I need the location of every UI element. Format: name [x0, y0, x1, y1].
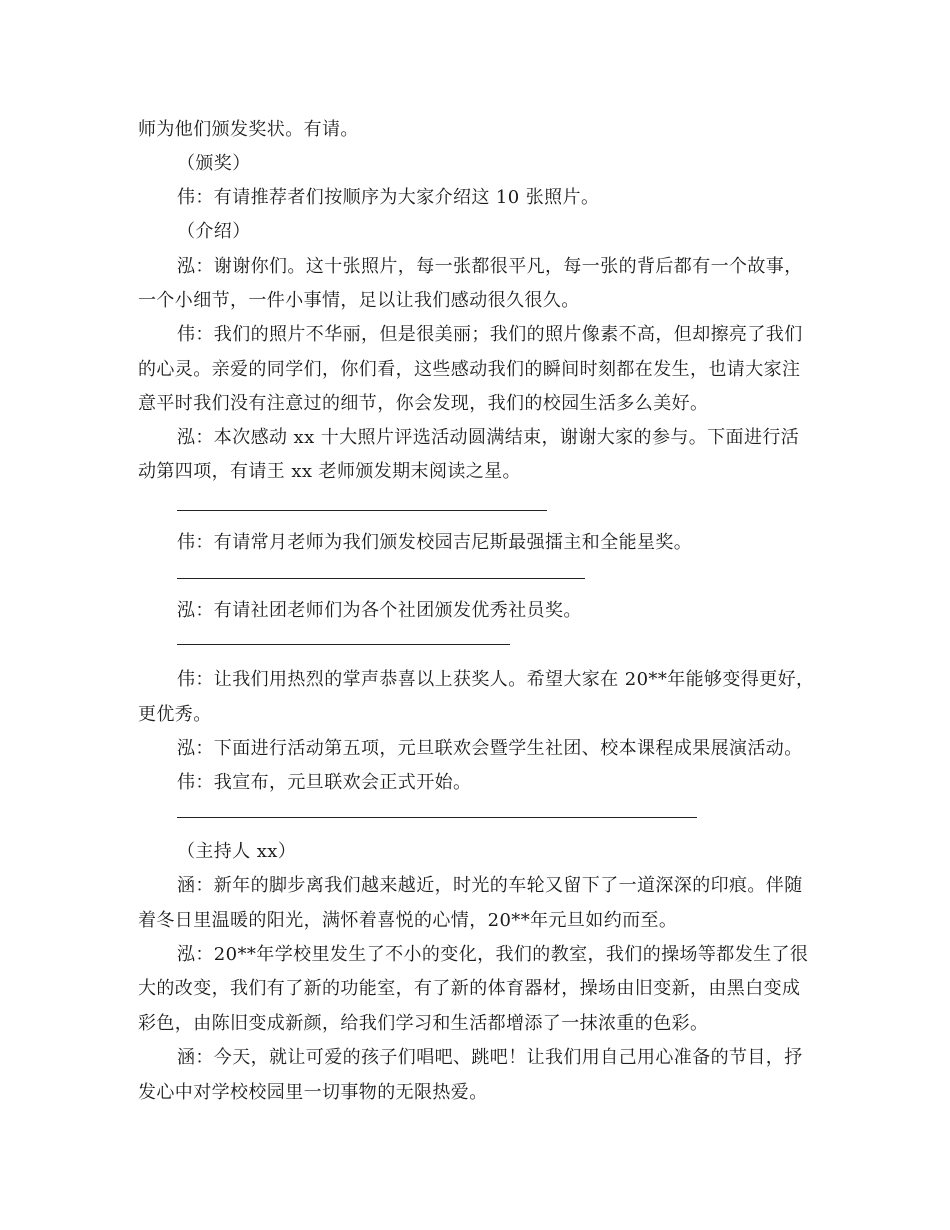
- text-line: 一个小细节，一件小事情，足以让我们感动很久很久。: [138, 290, 580, 311]
- text-line: 着冬日里温暖的阳光，满怀着喜悦的心情，20**年元旦如约而至。: [138, 910, 678, 931]
- text-line: 意平时我们没有注意过的细节，你会发现，我们的校园生活多么美好。: [138, 393, 709, 414]
- stage-direction: （主持人 xx）: [177, 841, 297, 862]
- text-line: 伟：我们的照片不华丽，但是很美丽；我们的照片像素不高，但却擦亮了我们: [177, 324, 803, 345]
- text-line: 发心中对学校校园里一切事物的无限热爱。: [138, 1082, 488, 1103]
- text-line: 彩色，由陈旧变成新颜，给我们学习和生活都增添了一抹浓重的色彩。: [138, 1013, 709, 1034]
- text-line: 涵：今天，就让可爱的孩子们唱吧、跳吧！让我们用自己用心准备的节目，抒: [177, 1047, 803, 1068]
- divider-rule: [177, 644, 510, 645]
- text-line: 更优秀。: [138, 704, 212, 725]
- text-line: 泓：20**年学校里发生了不小的变化，我们的教室，我们的操场等都发生了很: [177, 944, 809, 965]
- text-line: 涵：新年的脚步离我们越来越近，时光的车轮又留下了一道深深的印痕。伴随: [177, 875, 803, 896]
- text-line: 大的改变，我们有了新的功能室，有了新的体育器材，操场由旧变新，由黑白变成: [138, 978, 801, 999]
- text-line: 泓：下面进行活动第五项，元旦联欢会暨学生社团、校本课程成果展演活动。: [177, 738, 803, 759]
- divider-rule: [177, 578, 585, 579]
- divider-rule: [177, 510, 547, 511]
- text-line: 伟：有请常月老师为我们颁发校园吉尼斯最强擂主和全能星奖。: [177, 532, 693, 553]
- text-line: 动第四项，有请王 xx 老师颁发期末阅读之星。: [138, 461, 521, 482]
- text-line: 伟：我宣布，元旦联欢会正式开始。: [177, 772, 472, 793]
- divider-rule: [177, 817, 697, 818]
- text-line: 伟：有请推荐者们按顺序为大家介绍这 10 张照片。: [177, 187, 600, 208]
- text-line: 泓：本次感动 xx 十大照片评选活动圆满结束，谢谢大家的参与。下面进行活: [177, 427, 800, 448]
- stage-direction: （颁奖）: [177, 153, 251, 174]
- text-line: 的心灵。亲爱的同学们，你们看，这些感动我们的瞬间时刻都在发生，也请大家注: [138, 359, 801, 380]
- text-line: 师为他们颁发奖状。有请。: [138, 119, 359, 140]
- text-line: 泓：谢谢你们。这十张照片，每一张都很平凡，每一张的背后都有一个故事，: [177, 256, 803, 277]
- text-line: 伟：让我们用热烈的掌声恭喜以上获奖人。希望大家在 20**年能够变得更好，: [177, 669, 815, 690]
- stage-direction: （介绍）: [177, 221, 251, 242]
- text-line: 泓：有请社团老师们为各个社团颁发优秀社员奖。: [177, 600, 582, 621]
